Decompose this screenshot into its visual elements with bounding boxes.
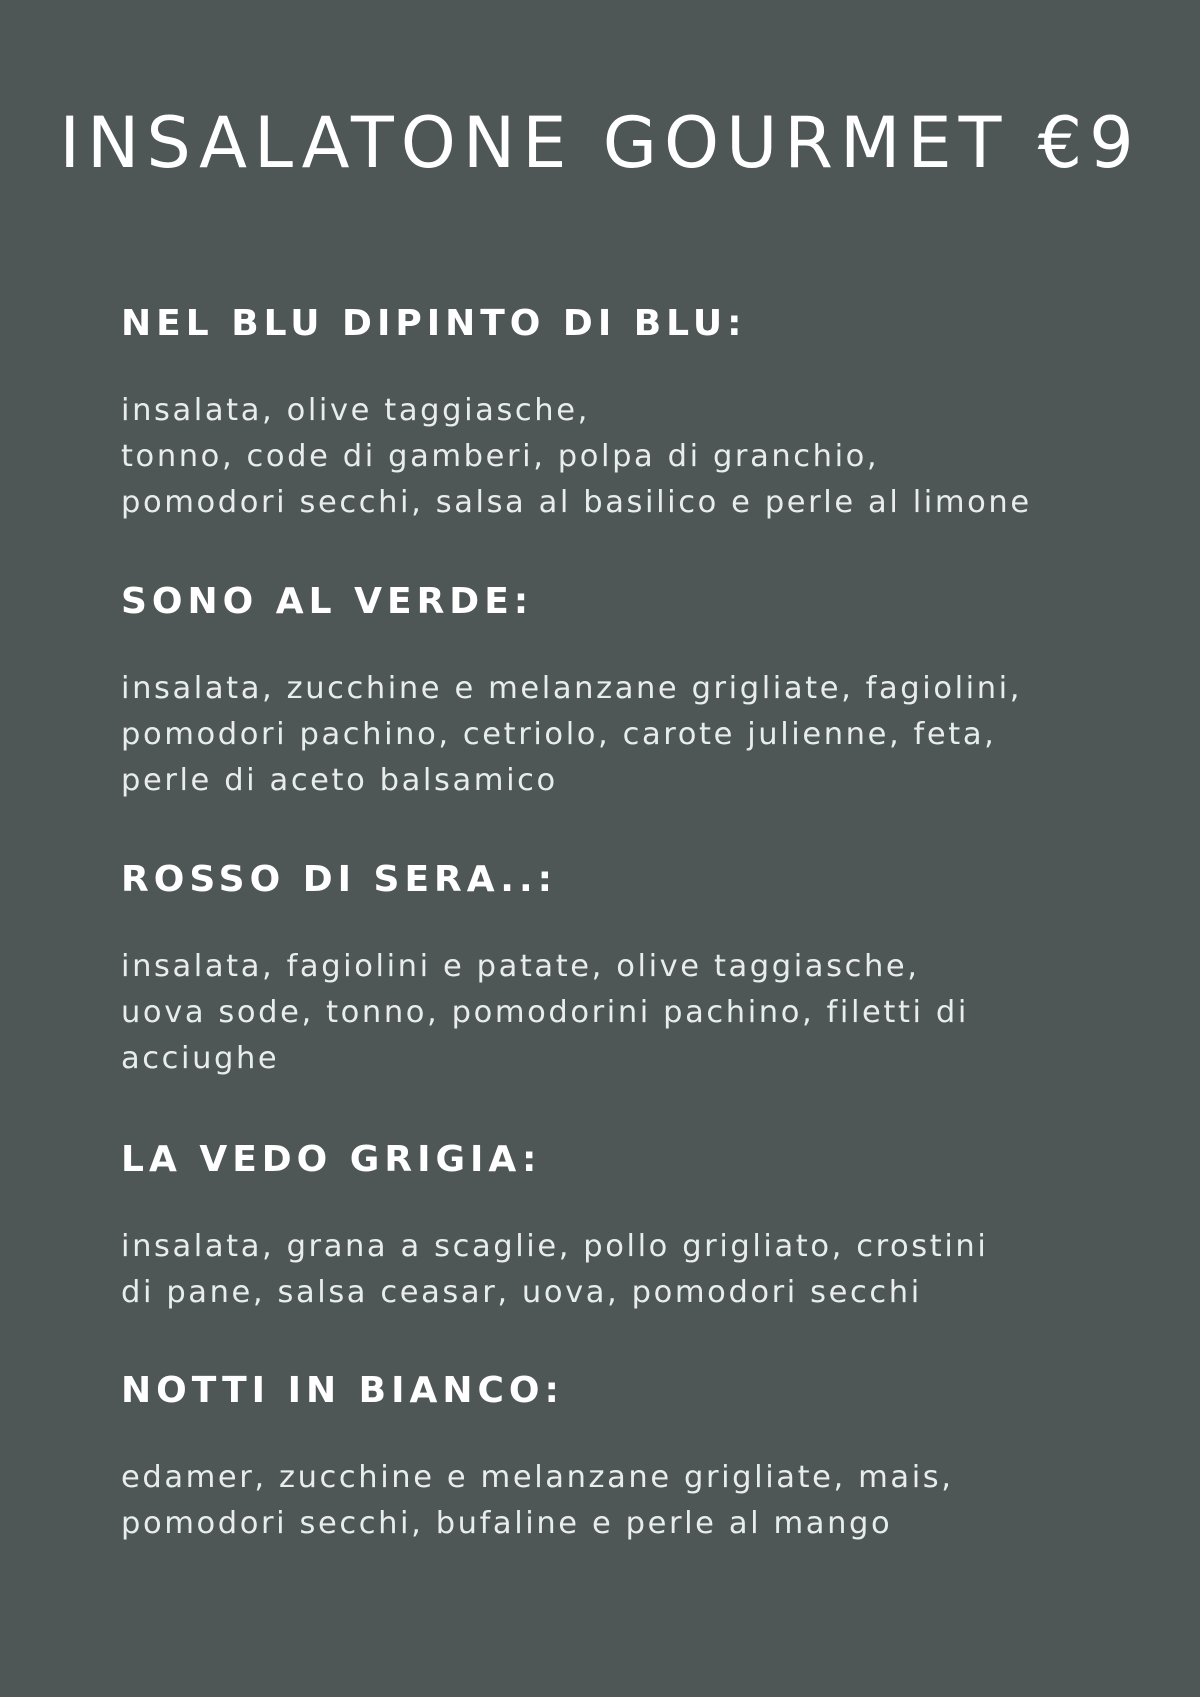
menu-section-sono-al-verde (121, 581, 1121, 804)
section-heading: NOTTI IN BIANCO: (121, 1370, 564, 1411)
section-ingredients (121, 944, 1121, 1082)
section-heading: LA VEDO GRIGIA: (121, 1139, 542, 1180)
menu-section-nel-blu (121, 303, 1121, 526)
ingredient-line: pomodori secchi, salsa al basilico e perle al limone (121, 485, 1032, 520)
ingredient-line: tonno, code di gamberi, polpa di granchio, (121, 439, 880, 474)
ingredient-line: insalata, grana a scaglie, pollo grigliato, crostini (121, 1229, 989, 1264)
menu-section-notti-in-bianco (121, 1370, 1121, 1547)
section-ingredients (121, 388, 1121, 526)
ingredient-line: edamer, zucchine e melanzane grigliate, mais, (121, 1460, 954, 1495)
section-heading: ROSSO DI SERA..: (121, 859, 558, 900)
section-ingredients (121, 1455, 1121, 1547)
section-ingredients (121, 1224, 1121, 1316)
ingredient-line: pomodori pachino, cetriolo, carote julienne, feta, (121, 717, 997, 752)
menu-section-rosso-di-sera (121, 859, 1121, 1082)
ingredient-line: di pane, salsa ceasar, uova, pomodori secchi (121, 1275, 922, 1310)
menu-title: INSALATONE GOURMET €9 (59, 102, 1141, 184)
menu-section-la-vedo-grigia (121, 1139, 1121, 1316)
section-heading: NEL BLU DIPINTO DI BLU: (121, 303, 747, 344)
section-heading: SONO AL VERDE: (121, 581, 534, 622)
ingredient-line: pomodori secchi, bufaline e perle al mango (121, 1506, 893, 1541)
ingredient-line: insalata, zucchine e melanzane grigliate, fagiolini, (121, 671, 1023, 706)
ingredient-line: perle di aceto balsamico (121, 763, 558, 798)
ingredient-line: acciughe (121, 1041, 280, 1076)
section-ingredients (121, 666, 1121, 804)
ingredient-line: insalata, fagiolini e patate, olive taggiasche, (121, 949, 920, 984)
ingredient-line: insalata, olive taggiasche, (121, 393, 590, 428)
ingredient-line: uova sode, tonno, pomodorini pachino, filetti di (121, 995, 969, 1030)
